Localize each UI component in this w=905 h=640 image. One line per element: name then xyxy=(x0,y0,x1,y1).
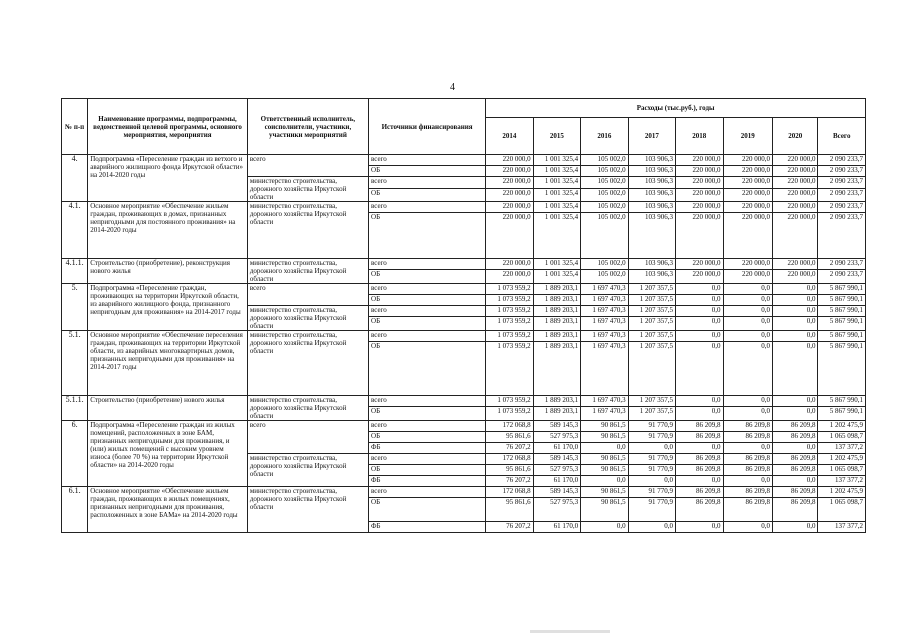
cell-value: 1 207 357,5 xyxy=(628,284,675,295)
cell-total: 2 090 233,7 xyxy=(818,259,866,270)
cell-value: 103 906,3 xyxy=(628,202,675,213)
cell-value: 172 068,8 xyxy=(486,421,533,432)
cell-value: 1 697 470,3 xyxy=(581,396,628,407)
cell-value: 0,0 xyxy=(676,476,723,487)
cell-value: 1 697 470,3 xyxy=(581,284,628,295)
cell-value: 0,0 xyxy=(723,295,772,306)
cell-total: 5 867 990,1 xyxy=(818,295,866,306)
cell-value: 0,0 xyxy=(628,443,675,454)
row-source: ОБ xyxy=(369,432,486,443)
row-source: ОБ xyxy=(369,498,486,522)
cell-value: 527 975,3 xyxy=(533,498,580,522)
cell-value: 86 209,8 xyxy=(676,487,723,498)
cell-value: 1 001 325,4 xyxy=(533,270,580,284)
row-responsible: всего xyxy=(247,284,368,306)
cell-value: 1 073 959,2 xyxy=(486,295,533,306)
cell-value: 220 000,0 xyxy=(773,259,818,270)
cell-value: 0,0 xyxy=(773,443,818,454)
row-code: 6.1. xyxy=(62,487,88,533)
header-year: 2016 xyxy=(581,118,628,155)
cell-value: 86 209,8 xyxy=(723,487,772,498)
cell-value: 0,0 xyxy=(676,317,723,331)
cell-value: 220 000,0 xyxy=(773,213,818,259)
row-responsible: министерство строительства, дорожного хозяйства Иркутской области xyxy=(247,487,368,533)
cell-value: 103 906,3 xyxy=(628,166,675,177)
cell-value: 220 000,0 xyxy=(773,155,818,166)
cell-value: 0,0 xyxy=(723,317,772,331)
cell-value: 220 000,0 xyxy=(486,188,533,201)
cell-total: 137 377,2 xyxy=(818,522,866,533)
row-responsible: министерство строительства, дорожного хозяйства Иркутской области xyxy=(247,306,368,331)
cell-value: 0,0 xyxy=(676,443,723,454)
cell-value: 86 209,8 xyxy=(773,465,818,476)
cell-value: 1 889 203,1 xyxy=(533,317,580,331)
cell-value: 1 889 203,1 xyxy=(533,396,580,407)
cell-value: 0,0 xyxy=(723,443,772,454)
cell-value: 220 000,0 xyxy=(486,155,533,166)
cell-value: 0,0 xyxy=(773,284,818,295)
row-name: Строительство (приобретение) нового жилья xyxy=(88,396,248,421)
header-year: 2017 xyxy=(628,118,675,155)
row-source: ОБ xyxy=(369,317,486,331)
cell-value: 0,0 xyxy=(723,407,772,421)
cell-value: 0,0 xyxy=(773,342,818,396)
row-responsible: министерство строительства, дорожного хозяйства Иркутской области xyxy=(247,331,368,396)
cell-value: 1 889 203,1 xyxy=(533,342,580,396)
row-responsible: министерство строительства, дорожного хозяйства Иркутской области xyxy=(247,259,368,284)
cell-value: 105 002,0 xyxy=(581,177,628,189)
cell-total: 2 090 233,7 xyxy=(818,213,866,259)
cell-value: 86 209,8 xyxy=(723,498,772,522)
cell-value: 1 073 959,2 xyxy=(486,396,533,407)
cell-value: 220 000,0 xyxy=(723,213,772,259)
header-expenses: Расходы (тыс.руб.), годы xyxy=(486,99,866,118)
row-source: ФБ xyxy=(369,443,486,454)
cell-total: 5 867 990,1 xyxy=(818,396,866,407)
cell-value: 220 000,0 xyxy=(486,177,533,189)
cell-value: 220 000,0 xyxy=(723,177,772,189)
table-row xyxy=(62,155,866,166)
cell-value: 220 000,0 xyxy=(773,202,818,213)
cell-value: 220 000,0 xyxy=(486,213,533,259)
header-source: Источники финансирования xyxy=(369,99,486,155)
row-source: всего xyxy=(369,155,486,166)
cell-value: 90 861,5 xyxy=(581,454,628,465)
row-code: 4.1. xyxy=(62,202,88,259)
cell-value: 86 209,8 xyxy=(676,498,723,522)
table-row xyxy=(62,487,866,498)
row-code: 6. xyxy=(62,421,88,487)
row-source: ФБ xyxy=(369,522,486,533)
header-year: 2015 xyxy=(533,118,580,155)
cell-value: 1 889 203,1 xyxy=(533,306,580,317)
cell-value: 220 000,0 xyxy=(676,202,723,213)
cell-value: 0,0 xyxy=(723,284,772,295)
row-code: 4.1.1. xyxy=(62,259,88,284)
header-year: 2020 xyxy=(773,118,818,155)
header-resp: Ответственный исполнитель, соисполнители, участники, участники мероприятий xyxy=(247,99,368,155)
cell-value: 1 073 959,2 xyxy=(486,306,533,317)
scan-artifact xyxy=(530,630,610,633)
cell-value: 0,0 xyxy=(628,522,675,533)
cell-total: 1 202 475,9 xyxy=(818,421,866,432)
row-responsible: всего xyxy=(247,155,368,177)
cell-value: 86 209,8 xyxy=(723,465,772,476)
cell-value: 220 000,0 xyxy=(773,166,818,177)
row-source: ОБ xyxy=(369,407,486,421)
row-code: 5.1.1. xyxy=(62,396,88,421)
cell-value: 61 170,0 xyxy=(533,476,580,487)
cell-total: 5 867 990,1 xyxy=(818,317,866,331)
cell-value: 1 073 959,2 xyxy=(486,331,533,342)
cell-value: 91 770,9 xyxy=(628,432,675,443)
row-source: всего xyxy=(369,396,486,407)
cell-value: 220 000,0 xyxy=(723,166,772,177)
cell-value: 0,0 xyxy=(773,522,818,533)
cell-value: 105 002,0 xyxy=(581,270,628,284)
row-code: 4. xyxy=(62,155,88,202)
cell-value: 0,0 xyxy=(676,407,723,421)
cell-value: 0,0 xyxy=(676,522,723,533)
cell-total: 2 090 233,7 xyxy=(818,188,866,201)
cell-value: 76 207,2 xyxy=(486,522,533,533)
cell-total: 5 867 990,1 xyxy=(818,342,866,396)
cell-value: 220 000,0 xyxy=(486,270,533,284)
cell-value: 589 145,3 xyxy=(533,421,580,432)
cell-value: 220 000,0 xyxy=(486,166,533,177)
cell-total: 5 867 990,1 xyxy=(818,284,866,295)
cell-value: 1 073 959,2 xyxy=(486,317,533,331)
table-body xyxy=(62,155,866,533)
cell-value: 0,0 xyxy=(676,396,723,407)
cell-value: 105 002,0 xyxy=(581,213,628,259)
cell-value: 0,0 xyxy=(723,396,772,407)
cell-value: 86 209,8 xyxy=(773,421,818,432)
cell-value: 105 002,0 xyxy=(581,155,628,166)
header-num: № п-п xyxy=(62,99,88,155)
cell-value: 0,0 xyxy=(676,284,723,295)
page-number: 4 xyxy=(450,82,455,93)
cell-value: 1 207 357,5 xyxy=(628,407,675,421)
row-responsible: министерство строительства, дорожного хозяйства Иркутской области xyxy=(247,454,368,487)
header-name: Наименование программы, подпрограммы, ведомственной целевой программы, основного мероприятия, мероприятия xyxy=(88,99,248,155)
cell-value: 220 000,0 xyxy=(723,259,772,270)
cell-value: 220 000,0 xyxy=(676,177,723,189)
cell-value: 105 002,0 xyxy=(581,259,628,270)
cell-value: 90 861,5 xyxy=(581,421,628,432)
cell-value: 1 001 325,4 xyxy=(533,166,580,177)
cell-value: 103 906,3 xyxy=(628,177,675,189)
cell-value: 527 975,3 xyxy=(533,432,580,443)
cell-value: 0,0 xyxy=(676,331,723,342)
row-code: 5. xyxy=(62,284,88,331)
cell-value: 1 001 325,4 xyxy=(533,188,580,201)
cell-value: 103 906,3 xyxy=(628,213,675,259)
cell-value: 1 073 959,2 xyxy=(486,407,533,421)
expenses-table xyxy=(61,98,866,533)
cell-value: 1 889 203,1 xyxy=(533,295,580,306)
cell-value: 86 209,8 xyxy=(723,432,772,443)
row-responsible: министерство строительства, дорожного хозяйства Иркутской области xyxy=(247,202,368,259)
row-source: всего xyxy=(369,454,486,465)
cell-value: 0,0 xyxy=(676,295,723,306)
cell-value: 103 906,3 xyxy=(628,155,675,166)
cell-value: 90 861,5 xyxy=(581,465,628,476)
cell-value: 1 889 203,1 xyxy=(533,284,580,295)
row-source: всего xyxy=(369,331,486,342)
cell-value: 589 145,3 xyxy=(533,487,580,498)
cell-value: 220 000,0 xyxy=(723,188,772,201)
cell-value: 527 975,3 xyxy=(533,465,580,476)
cell-value: 0,0 xyxy=(773,331,818,342)
cell-total: 1 065 098,7 xyxy=(818,465,866,476)
cell-value: 103 906,3 xyxy=(628,270,675,284)
cell-value: 86 209,8 xyxy=(676,465,723,476)
cell-total: 1 065 098,7 xyxy=(818,432,866,443)
cell-total: 2 090 233,7 xyxy=(818,166,866,177)
cell-value: 86 209,8 xyxy=(676,454,723,465)
table-row xyxy=(62,331,866,342)
cell-value: 1 001 325,4 xyxy=(533,213,580,259)
cell-value: 220 000,0 xyxy=(773,177,818,189)
cell-value: 220 000,0 xyxy=(676,270,723,284)
header-year: 2018 xyxy=(676,118,723,155)
cell-value: 91 770,9 xyxy=(628,454,675,465)
cell-value: 220 000,0 xyxy=(773,188,818,201)
row-source: ОБ xyxy=(369,213,486,259)
cell-total: 1 202 475,9 xyxy=(818,454,866,465)
cell-value: 0,0 xyxy=(773,306,818,317)
header-year: 2019 xyxy=(723,118,772,155)
cell-total: 1 202 475,9 xyxy=(818,487,866,498)
row-source: ОБ xyxy=(369,188,486,201)
cell-value: 103 906,3 xyxy=(628,188,675,201)
table-row xyxy=(62,421,866,432)
row-source: ОБ xyxy=(369,465,486,476)
cell-value: 0,0 xyxy=(773,476,818,487)
cell-value: 220 000,0 xyxy=(676,213,723,259)
row-source: ФБ xyxy=(369,476,486,487)
cell-value: 1 207 357,5 xyxy=(628,342,675,396)
cell-value: 105 002,0 xyxy=(581,202,628,213)
cell-value: 76 207,2 xyxy=(486,443,533,454)
row-source: всего xyxy=(369,177,486,189)
cell-value: 105 002,0 xyxy=(581,166,628,177)
cell-value: 0,0 xyxy=(773,295,818,306)
cell-total: 2 090 233,7 xyxy=(818,270,866,284)
table-row xyxy=(62,396,866,407)
row-source: ОБ xyxy=(369,270,486,284)
cell-value: 1 697 470,3 xyxy=(581,295,628,306)
cell-value: 86 209,8 xyxy=(773,487,818,498)
row-source: всего xyxy=(369,259,486,270)
cell-value: 1 889 203,1 xyxy=(533,331,580,342)
cell-value: 1 207 357,5 xyxy=(628,331,675,342)
row-source: всего xyxy=(369,487,486,498)
cell-total: 5 867 990,1 xyxy=(818,306,866,317)
cell-value: 86 209,8 xyxy=(773,432,818,443)
cell-value: 0,0 xyxy=(723,522,772,533)
cell-value: 91 770,9 xyxy=(628,421,675,432)
cell-value: 86 209,8 xyxy=(676,421,723,432)
cell-total: 137 377,2 xyxy=(818,476,866,487)
cell-value: 103 906,3 xyxy=(628,259,675,270)
cell-value: 1 207 357,5 xyxy=(628,317,675,331)
cell-value: 1 001 325,4 xyxy=(533,177,580,189)
cell-value: 86 209,8 xyxy=(723,454,772,465)
cell-value: 220 000,0 xyxy=(723,270,772,284)
cell-value: 1 001 325,4 xyxy=(533,202,580,213)
cell-value: 61 170,0 xyxy=(533,443,580,454)
cell-value: 0,0 xyxy=(581,476,628,487)
cell-value: 91 770,9 xyxy=(628,498,675,522)
cell-value: 0,0 xyxy=(723,476,772,487)
cell-value: 1 001 325,4 xyxy=(533,259,580,270)
cell-value: 220 000,0 xyxy=(676,259,723,270)
row-responsible: всего xyxy=(247,421,368,454)
cell-value: 1 207 357,5 xyxy=(628,295,675,306)
cell-value: 1 697 470,3 xyxy=(581,306,628,317)
row-source: ОБ xyxy=(369,342,486,396)
cell-value: 90 861,5 xyxy=(581,432,628,443)
cell-value: 220 000,0 xyxy=(723,155,772,166)
row-source: ОБ xyxy=(369,166,486,177)
cell-value: 1 073 959,2 xyxy=(486,342,533,396)
cell-total: 1 065 098,7 xyxy=(818,498,866,522)
cell-value: 220 000,0 xyxy=(723,202,772,213)
cell-value: 1 001 325,4 xyxy=(533,155,580,166)
cell-value: 86 209,8 xyxy=(773,454,818,465)
cell-value: 589 145,3 xyxy=(533,454,580,465)
cell-value: 61 170,0 xyxy=(533,522,580,533)
cell-value: 1 207 357,5 xyxy=(628,306,675,317)
header-year: 2014 xyxy=(486,118,533,155)
cell-value: 1 697 470,3 xyxy=(581,331,628,342)
row-name: Подпрограмма «Переселение граждан из жилых помещений, расположенных в зоне БАМ, признанных непригодными для проживания, и (или) жилых помещений с высоким уровнем износа (более 70 %) на территории Иркутской области» на 2014-2020 годы xyxy=(88,421,248,487)
cell-value: 172 068,8 xyxy=(486,454,533,465)
row-source: всего xyxy=(369,284,486,295)
table-row xyxy=(62,259,866,270)
cell-value: 95 861,6 xyxy=(486,498,533,522)
cell-value: 0,0 xyxy=(773,407,818,421)
cell-value: 220 000,0 xyxy=(486,259,533,270)
row-responsible: министерство строительства, дорожного хозяйства Иркутской области xyxy=(247,396,368,421)
cell-value: 0,0 xyxy=(723,342,772,396)
row-code: 5.1. xyxy=(62,331,88,396)
cell-value: 95 861,6 xyxy=(486,432,533,443)
header-total: Всего xyxy=(818,118,866,155)
cell-value: 86 209,8 xyxy=(676,432,723,443)
cell-total: 2 090 233,7 xyxy=(818,155,866,166)
cell-value: 76 207,2 xyxy=(486,476,533,487)
row-name: Основное мероприятие «Обеспечение переселения граждан, проживающих на территории Иркутской области, из аварийных многоквартирных домов, признанных непригодными для проживания» на 2014-2017 годы xyxy=(88,331,248,396)
cell-total: 2 090 233,7 xyxy=(818,177,866,189)
cell-value: 1 697 470,3 xyxy=(581,317,628,331)
cell-value: 220 000,0 xyxy=(676,166,723,177)
table-row xyxy=(62,284,866,295)
row-name: Основное мероприятие «Обеспечение жильем граждан, проживающих в домах, признанных непригодными для постоянного проживания» на 2014-2020 годы xyxy=(88,202,248,259)
cell-value: 0,0 xyxy=(773,396,818,407)
cell-value: 1 889 203,1 xyxy=(533,407,580,421)
cell-total: 5 867 990,1 xyxy=(818,331,866,342)
cell-value: 0,0 xyxy=(676,342,723,396)
cell-value: 0,0 xyxy=(628,476,675,487)
row-source: всего xyxy=(369,421,486,432)
row-name: Основное мероприятие «Обеспечение жильем граждан, проживающих в жилых помещениях, признанных непригодными для проживания, расположенных в зоне БАМа» на 2014-2020 годы xyxy=(88,487,248,533)
cell-total: 5 867 990,1 xyxy=(818,407,866,421)
cell-value: 0,0 xyxy=(676,306,723,317)
cell-value: 0,0 xyxy=(581,522,628,533)
cell-value: 220 000,0 xyxy=(676,155,723,166)
cell-value: 0,0 xyxy=(773,317,818,331)
row-responsible: министерство строительства, дорожного хозяйства Иркутской области xyxy=(247,177,368,202)
row-source: всего xyxy=(369,306,486,317)
row-name: Строительство (приобретение), реконструкция нового жилья xyxy=(88,259,248,284)
cell-value: 1 697 470,3 xyxy=(581,407,628,421)
cell-value: 91 770,9 xyxy=(628,465,675,476)
cell-value: 1 697 470,3 xyxy=(581,342,628,396)
cell-value: 105 002,0 xyxy=(581,188,628,201)
cell-value: 86 209,8 xyxy=(773,498,818,522)
cell-total: 137 377,2 xyxy=(818,443,866,454)
row-name: Подпрограмма «Переселение граждан, проживающих на территории Иркутской области, из аварийного жилищного фонда, признанного непригодным для проживания» на 2014-2017 годы xyxy=(88,284,248,331)
row-source: ОБ xyxy=(369,295,486,306)
cell-value: 1 073 959,2 xyxy=(486,284,533,295)
table-row xyxy=(62,202,866,213)
row-source: всего xyxy=(369,202,486,213)
cell-value: 95 861,6 xyxy=(486,465,533,476)
cell-total: 2 090 233,7 xyxy=(818,202,866,213)
row-name: Подпрограмма «Переселение граждан из ветхого и аварийного жилищного фонда Иркутской области» на 2014-2020 годы xyxy=(88,155,248,202)
cell-value: 220 000,0 xyxy=(676,188,723,201)
cell-value: 90 861,5 xyxy=(581,487,628,498)
cell-value: 1 207 357,5 xyxy=(628,396,675,407)
cell-value: 90 861,5 xyxy=(581,498,628,522)
cell-value: 86 209,8 xyxy=(723,421,772,432)
cell-value: 0,0 xyxy=(723,331,772,342)
cell-value: 0,0 xyxy=(723,306,772,317)
cell-value: 91 770,9 xyxy=(628,487,675,498)
cell-value: 220 000,0 xyxy=(773,270,818,284)
cell-value: 0,0 xyxy=(581,443,628,454)
cell-value: 172 068,8 xyxy=(486,487,533,498)
cell-value: 220 000,0 xyxy=(486,202,533,213)
